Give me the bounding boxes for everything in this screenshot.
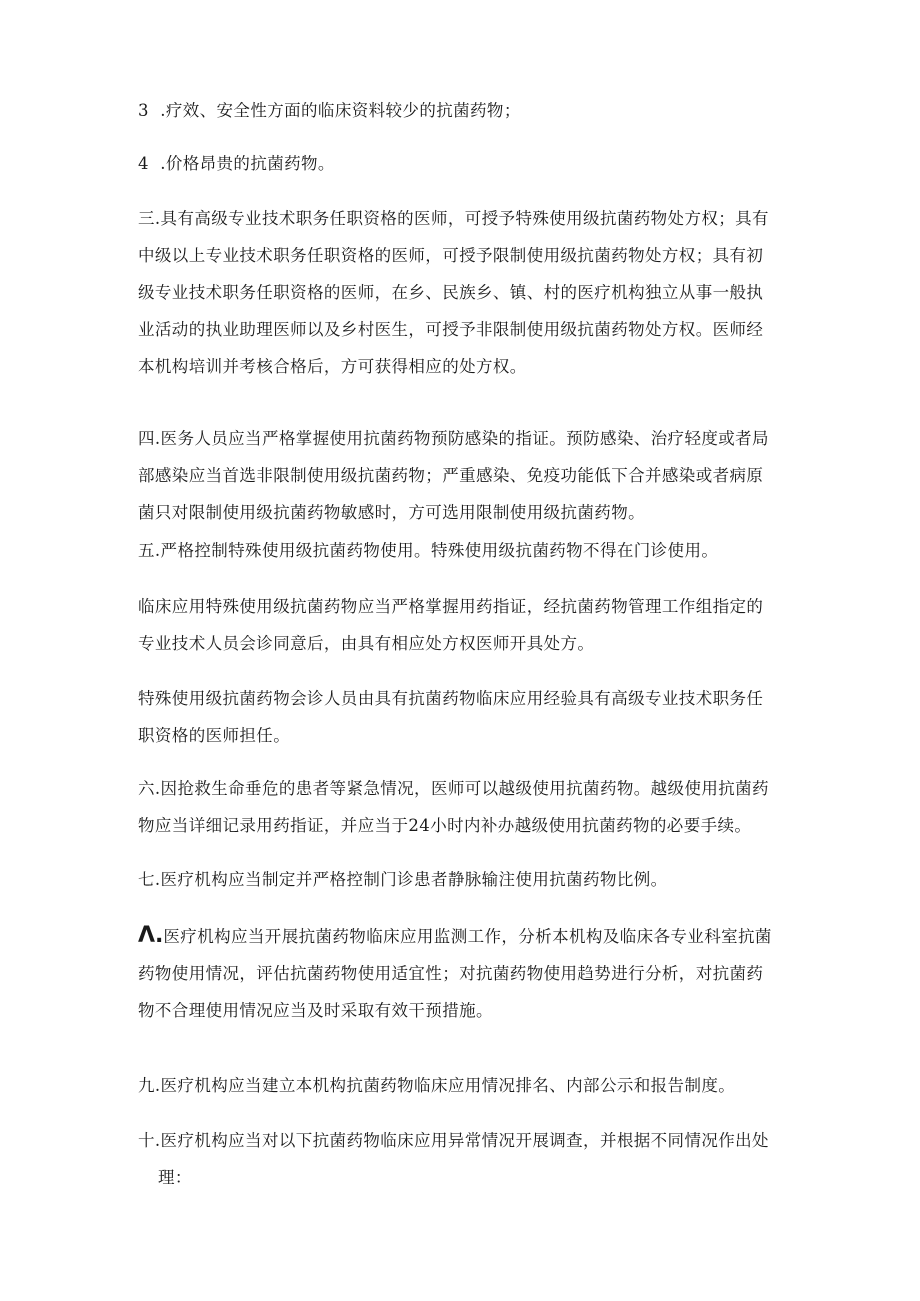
paragraph-consultation-staff: 特殊使用级抗菌药物会诊人员由具有抗菌药物临床应用经验具有高级专业技术职务任职资格的医师担任。 <box>138 689 764 745</box>
paragraph-item-10-abnormal-investigation <box>138 1122 778 1196</box>
paragraph-item-3-prescription-authority: 三.具有高级专业技术职务任职资格的医师，可授予特殊使用级抗菌药物处方权；具有中级以上专业技术职务任职资格的医师，可授予限制使用级抗菌药物处方权；具有初级专业技术职务任职资格的医师，在乡、民族乡、镇、村的医疗机构独立从事一般执业活动的执业助理医师以及乡村医生，可授予非限制使用级抗菌药物处方权。医师经本机构培训并考核合格后，方可获得相应的处方权。 <box>138 209 769 376</box>
paragraph-item-5-special-use-control: 五.严格控制特殊使用级抗菌药物使用。特殊使用级抗菌药物不得在门诊使用。 <box>138 541 719 560</box>
paragraph-item-7-outpatient-iv-ratio: 七.医疗机构应当制定并严格控制门诊患者静脉输注使用抗菌药物比例。 <box>138 870 668 889</box>
paragraph-item-6-emergency-use: 六.因抢救生命垂危的患者等紧急情况，医师可以越级使用抗菌药物。越级使用抗菌药物应当详细记录用药指证，并应当于24小时内补办越级使用抗菌药物的必要手续。 <box>138 779 769 835</box>
list-item-3: 3 .疗效、安全性方面的临床资料较少的抗菌药物； <box>138 101 521 120</box>
item-8-text: 医疗机构应当开展抗菌药物临床应用监测工作，分析本机构及临床各专业科室抗菌药物使用情况，评估抗菌药物使用适宜性；对抗菌药物使用趋势进行分析，对抗菌药物不合理使用情况应当及时采取有效干预措施。 <box>138 927 772 1020</box>
paragraph-special-use-consultation: 临床应用特殊使用级抗菌药物应当严格掌握用药指证，经抗菌药物管理工作组指定的专业技术人员会诊同意后，由具有相应处方权医师开具处方。 <box>138 597 764 653</box>
paragraph-item-4-prevention-indications: 四.医务人员应当严格掌握使用抗菌药物预防感染的指证。预防感染、治疗轻度或者局部感染应当首选非限制使用级抗菌药物；严重感染、免疫功能低下合并感染或者病原菌只对限制使用级抗菌药物敏感时，方可选用限制使用级抗菌药物。 <box>138 429 769 522</box>
item-10-tail: 理： <box>158 1168 192 1187</box>
item-8-prefix: Λ. <box>138 923 164 948</box>
paragraph-item-9-ranking-system: 九.医疗机构应当建立本机构抗菌药物临床应用情况排名、内部公示和报告制度。 <box>138 1076 736 1095</box>
list-item-4: 4 .价格昂贵的抗菌药物。 <box>138 154 335 173</box>
paragraph-item-8-monitoring <box>138 917 778 1029</box>
item-10-text: 十.医疗机构应当对以下抗菌药物临床应用异常情况开展调查，并根据不同情况作出处 <box>138 1131 769 1150</box>
